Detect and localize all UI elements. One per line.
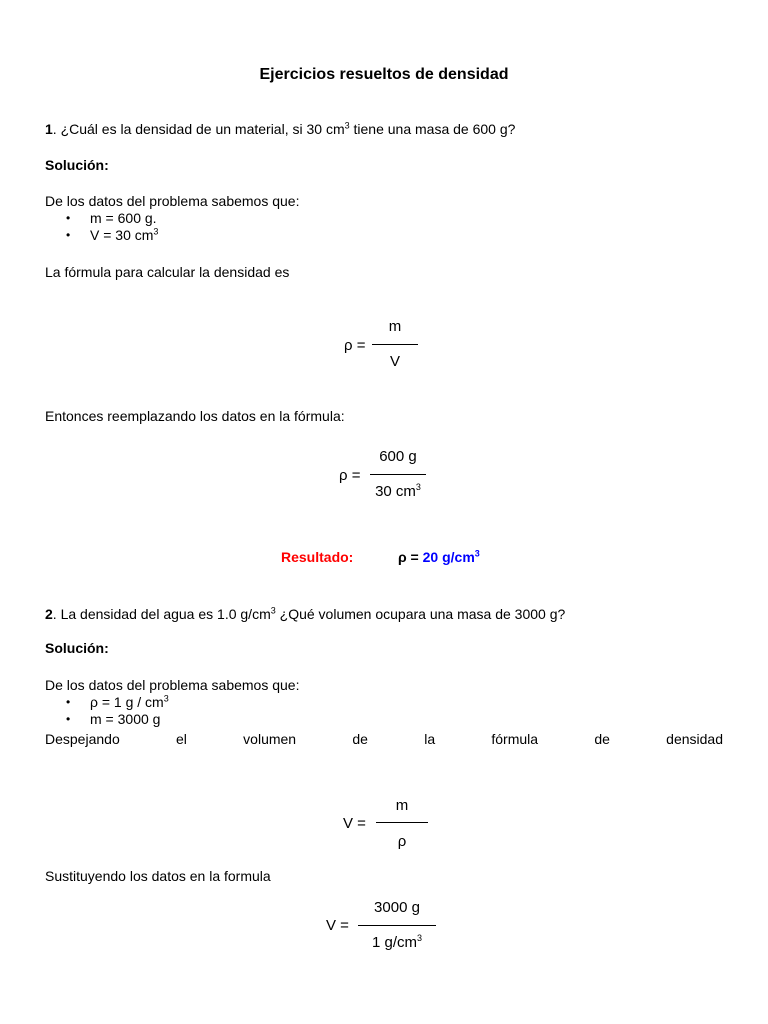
exercise-2-question-text-end: ¿Qué volumen ocupara una masa de 3000 g?	[275, 606, 566, 622]
formula-denominator	[358, 934, 436, 951]
denominator-text: 30 cm	[375, 483, 416, 500]
word: volumen	[243, 731, 297, 747]
bullet-text: V = 30 cm	[90, 227, 154, 243]
superscript: 3	[415, 482, 421, 492]
superscript: 3	[417, 933, 423, 943]
result-label: Resultado:	[281, 549, 354, 565]
fraction-bar	[372, 344, 418, 345]
superscript: 3	[153, 226, 159, 237]
exercise-1-question-text: . ¿Cuál es la densidad de un material, si 30 cm	[52, 121, 345, 137]
result-value: 20 g/cm	[422, 549, 475, 565]
exercise-1-question-text-end: tiene una masa de 600 g?	[349, 121, 516, 137]
result-lhs: ρ =	[398, 549, 423, 565]
exercise-1-question	[45, 121, 515, 137]
word: de	[594, 731, 610, 747]
formula-numerator: 3000 g	[374, 899, 420, 916]
exercise-1-formula-intro: La fórmula para calcular la densidad es	[45, 264, 290, 280]
exercise-2-question	[45, 606, 565, 622]
exercise-2-number: 2	[45, 606, 53, 622]
despejando-line	[45, 731, 723, 747]
exercise-1-data-intro: De los datos del problema sabemos que:	[45, 193, 300, 209]
list-item	[66, 694, 169, 711]
exercise-1-result-value	[398, 549, 480, 565]
formula-denominator: ρ	[397, 833, 407, 850]
formula-numerator: m	[388, 318, 402, 335]
formula-lhs: V =	[343, 815, 366, 832]
bullet-text: ρ = 1 g / cm	[90, 694, 164, 710]
word: Despejando	[45, 731, 120, 747]
formula-denominator: V	[389, 353, 400, 370]
bullet-text: m = 3000 g	[90, 711, 161, 727]
word: el	[176, 731, 187, 747]
exercise-1-replace-intro: Entonces reemplazando los datos en la fórmula:	[45, 408, 345, 424]
exercise-2-data-list	[66, 694, 169, 728]
exercise-1-result	[281, 549, 353, 565]
formula-numerator: m	[395, 797, 409, 814]
page-title: Ejercicios resueltos de densidad	[259, 66, 509, 83]
bullet-text: m = 600 g.	[90, 210, 157, 226]
list-item	[66, 227, 158, 244]
exercise-1-number: 1	[45, 121, 53, 137]
formula-lhs: ρ =	[344, 337, 366, 354]
word: fórmula	[491, 731, 539, 747]
word: densidad	[666, 731, 723, 747]
exercise-2-solution-label: Solución:	[45, 640, 109, 656]
exercise-1-data-list	[66, 210, 158, 244]
superscript: 3	[344, 120, 350, 131]
word: la	[424, 731, 436, 747]
formula-numerator: 600 g	[379, 448, 417, 465]
superscript: 3	[474, 548, 480, 559]
fraction-bar	[370, 474, 426, 475]
exercise-1-solution-label: Solución:	[45, 157, 109, 173]
list-item	[66, 711, 169, 728]
exercise-2-question-text: . La densidad del agua es 1.0 g/cm	[52, 606, 271, 622]
exercise-2-data-intro: De los datos del problema sabemos que:	[45, 677, 300, 693]
list-item	[66, 210, 158, 227]
fraction-bar	[376, 822, 428, 823]
exercise-2-sust-intro: Sustituyendo los datos en la formula	[45, 868, 271, 884]
formula-lhs: ρ =	[339, 467, 361, 484]
formula-denominator	[370, 483, 426, 500]
word: de	[352, 731, 368, 747]
formula-lhs: V =	[326, 917, 349, 934]
fraction-bar	[358, 925, 436, 926]
superscript: 3	[163, 693, 169, 704]
denominator-text: 1 g/cm	[371, 934, 417, 951]
superscript: 3	[270, 605, 276, 616]
